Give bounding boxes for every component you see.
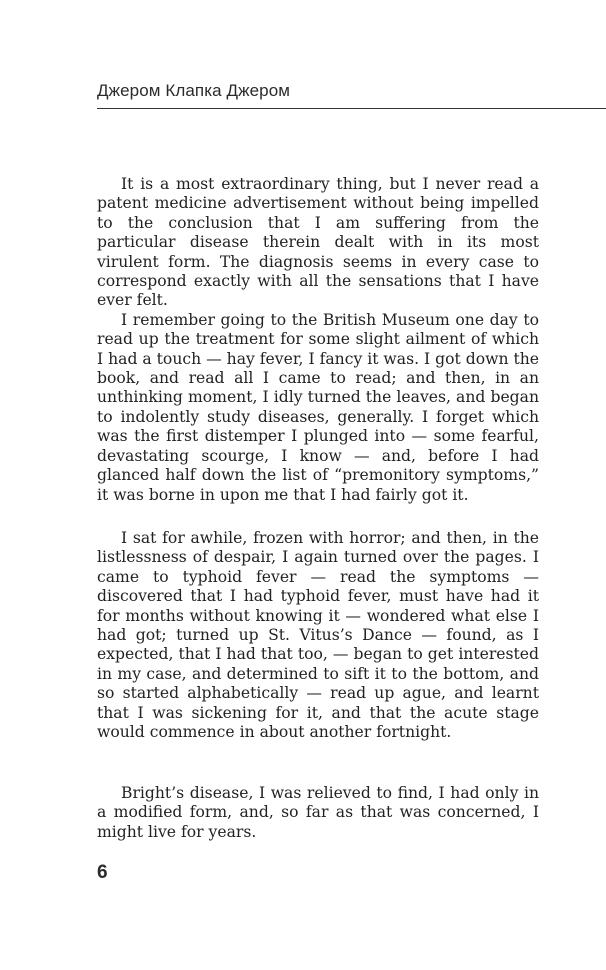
text-block-1 bbox=[97, 175, 539, 505]
text-block-3 bbox=[97, 784, 539, 842]
paragraph-2: I remember going to the British Museum one day to read up the treatment for some slight ailment of which I had a touch — hay fever, I fancy it was. I got down the book, and read all I came to read; and then, in an unthinking moment, I idly turned the leaves, and began to indolently study diseases, generally. I forget which was the first distemper I plunged into — some fearful, devastating scourge, I know — and, before I had glanced half down the list of “premonitory symptoms,” it was borne in upon me that I had fairly got it. bbox=[97, 310, 539, 504]
text-block-2 bbox=[97, 529, 539, 742]
page-number: 6 bbox=[97, 862, 108, 883]
paragraph-4: Bright’s disease, I was relieved to find, I had only in a modified form, and, so far as that was concerned, I might live for years. bbox=[97, 784, 539, 841]
paragraph-3: I sat for awhile, frozen with horror; and then, in the listlessness of despair, I again turned over the pages. I came to typhoid fever — read the symptoms — discovered that I had typhoid fever, must have had it for months without knowing it — wondered what else I had got; turned up St. Vitus’s Dance — found, as I expected, that I had that too, — began to get interested in my case, and determined to sift it to the bottom, and so started alphabetically — read up ague, and learnt that I was sickening for it, and that the acute stage would commence in about another fortnight. bbox=[97, 529, 539, 742]
paragraph-1: It is a most extraordinary thing, but I never read a patent medicine advertisement without being impelled to the conclusion that I am suffering from the particular disease therein dealt with in its most virulent form. The diagnosis seems in every case to correspond exactly with all the sensations that I have ever felt. bbox=[97, 175, 539, 310]
header-divider bbox=[97, 108, 606, 109]
running-header-title: Джером Клапка Джером bbox=[97, 81, 291, 100]
